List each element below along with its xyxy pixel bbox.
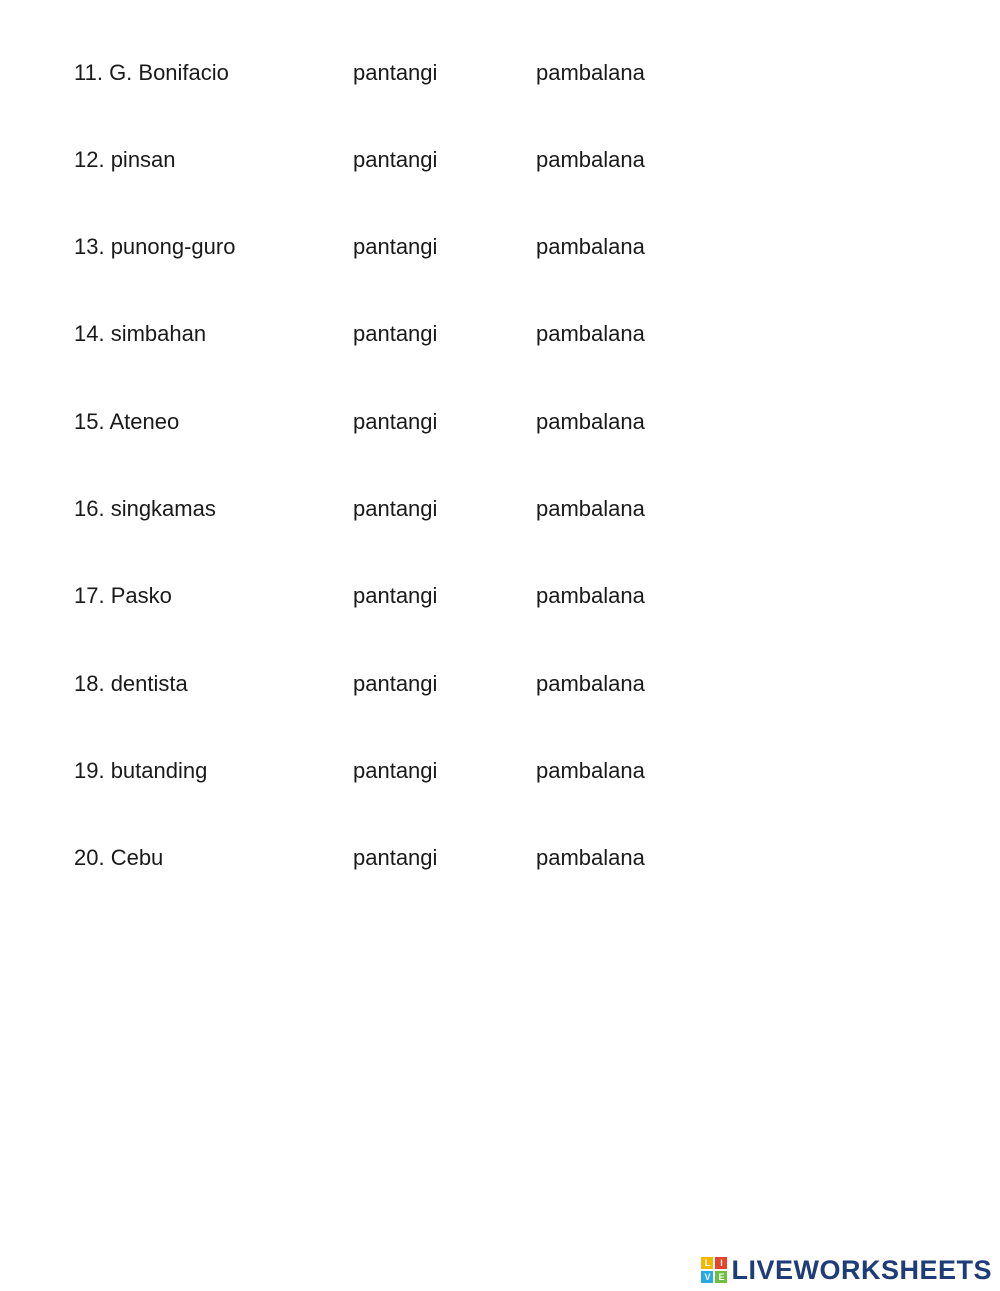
question-row-16 — [0, 494, 1000, 524]
question-label: 11. G. Bonifacio — [74, 60, 229, 85]
question-row-14 — [0, 319, 1000, 349]
option-pantangi[interactable]: pantangi — [353, 409, 438, 434]
option-pambalana[interactable]: pambalana — [536, 583, 645, 608]
option-pambalana[interactable]: pambalana — [536, 147, 645, 172]
option-pambalana[interactable]: pambalana — [536, 758, 645, 783]
question-label: 15. Ateneo — [74, 409, 180, 434]
option-pantangi[interactable]: pantangi — [353, 147, 438, 172]
question-label: 18. dentista — [74, 671, 188, 696]
option-pambalana[interactable]: pambalana — [536, 60, 645, 85]
live-blocks-icon — [701, 1257, 727, 1283]
option-pambalana[interactable]: pambalana — [536, 496, 645, 521]
logo-block-i: I — [715, 1257, 727, 1269]
question-label: 20. Cebu — [74, 845, 164, 870]
option-pantangi[interactable]: pantangi — [353, 496, 438, 521]
question-label: 16. singkamas — [74, 496, 216, 521]
question-row-20 — [0, 843, 1000, 873]
question-label: 14. simbahan — [74, 321, 207, 346]
option-pantangi[interactable]: pantangi — [353, 845, 438, 870]
option-pambalana[interactable]: pambalana — [536, 234, 645, 259]
question-label: 19. butanding — [74, 758, 208, 783]
question-label: 12. pinsan — [74, 147, 176, 172]
option-pambalana[interactable]: pambalana — [536, 671, 645, 696]
liveworksheets-logo — [701, 1253, 992, 1287]
question-row-12 — [0, 145, 1000, 175]
logo-text: LIVEWORKSHEETS — [731, 1255, 992, 1285]
option-pantangi[interactable]: pantangi — [353, 321, 438, 346]
question-row-11 — [0, 58, 1000, 88]
question-row-18 — [0, 669, 1000, 699]
option-pantangi[interactable]: pantangi — [353, 671, 438, 696]
option-pambalana[interactable]: pambalana — [536, 845, 645, 870]
option-pambalana[interactable]: pambalana — [536, 409, 645, 434]
option-pambalana[interactable]: pambalana — [536, 321, 645, 346]
question-row-19 — [0, 756, 1000, 786]
option-pantangi[interactable]: pantangi — [353, 60, 438, 85]
question-label: 17. Pasko — [74, 583, 172, 608]
logo-block-e: E — [715, 1271, 727, 1283]
option-pantangi[interactable]: pantangi — [353, 583, 438, 608]
question-row-15 — [0, 407, 1000, 437]
option-pantangi[interactable]: pantangi — [353, 234, 438, 259]
question-row-17 — [0, 581, 1000, 611]
logo-block-v: V — [701, 1271, 713, 1283]
question-label: 13. punong-guro — [74, 234, 236, 259]
option-pantangi[interactable]: pantangi — [353, 758, 438, 783]
question-row-13 — [0, 232, 1000, 262]
logo-block-l: L — [701, 1257, 713, 1269]
